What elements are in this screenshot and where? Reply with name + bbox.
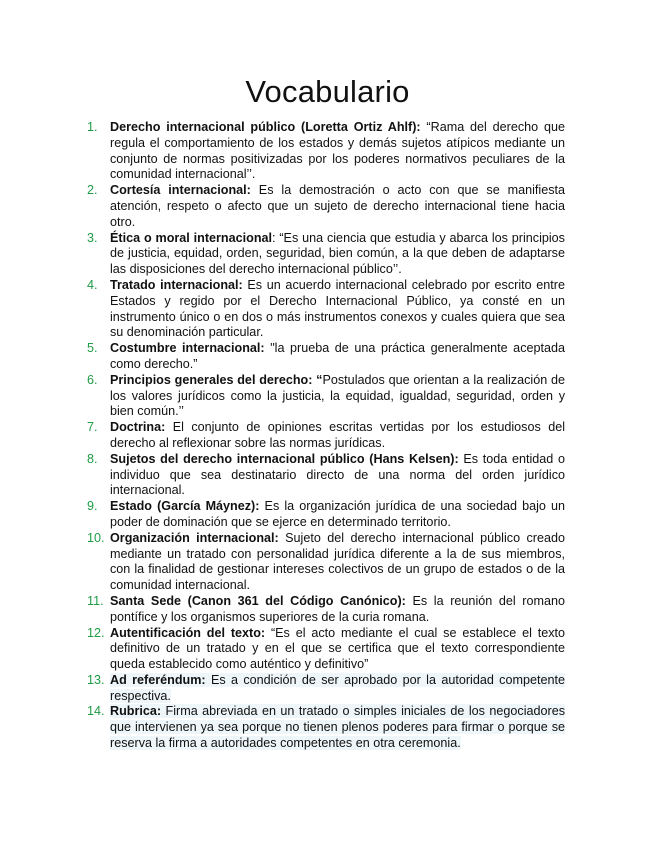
list-item <box>87 341 565 373</box>
list-item <box>87 120 565 183</box>
item-number: 13. <box>87 672 105 687</box>
list-item <box>87 704 565 751</box>
vocabulary-list <box>87 120 565 752</box>
item-number: 8. <box>87 451 98 466</box>
item-term: Derecho internacional público (Loretta Ortiz Ahlf): <box>110 120 421 134</box>
item-number: 1. <box>87 120 98 134</box>
item-term: Ética o moral internacional <box>110 230 273 245</box>
item-definition: "la prueba de una práctica generalmente aceptada como derecho.” <box>110 341 566 371</box>
item-definition: El conjunto de opiniones escritas vertidas por los estudiosos del derecho al reflexionar sobre las normas jurídicas. <box>110 420 565 450</box>
item-term: Rubrica: <box>110 704 162 719</box>
item-term: Sujetos del derecho internacional público (Hans Kelsen): <box>110 451 459 466</box>
list-item <box>87 531 565 594</box>
item-definition: Es la organización jurídica de una sociedad bajo un poder de dominación que se ejerce en determinado territorio. <box>110 499 565 529</box>
item-definition: “Es el acto mediante el cual se establece el texto definitivo de un tratado y en el que se certifica que el texto correspondiente queda establecido como auténtico y definitivo” <box>110 625 566 672</box>
item-definition: “Rama del derecho que regula el comportamiento de los estados y demás sujetos atípicos mediante un conjunto de normas positivizadas por los poderes normativos peculiares de la comunidad internacional’’. <box>110 120 565 182</box>
item-definition: Es un acuerdo internacional celebrado por escrito entre Estados y regido por el Derecho Internacional Público, ya consté en un instrumento único o en dos o más instrumentos conexos y cuales quiera que sea su denominación particular. <box>110 277 565 340</box>
item-number: 2. <box>87 183 98 198</box>
item-number: 7. <box>87 420 98 435</box>
item-number: 5. <box>87 341 98 356</box>
item-number: 11. <box>87 593 104 608</box>
item-number: 14. <box>87 704 105 719</box>
list-item <box>87 373 565 420</box>
item-number: 4. <box>87 277 98 292</box>
item-definition: Es toda entidad o individuo que sea destinatario directo de una norma del orden jurídico internacional. <box>110 451 565 498</box>
item-definition: Es a condición de ser aprobado por la autoridad competente respectiva. <box>110 672 565 703</box>
list-item <box>87 594 565 626</box>
list-item <box>87 278 565 341</box>
item-number: 6. <box>87 372 98 387</box>
item-term: Estado (García Máynez): <box>110 499 260 514</box>
list-item <box>87 626 565 673</box>
item-term: Organización internacional: <box>110 530 279 545</box>
item-term: Cortesía internacional: <box>110 183 251 198</box>
item-term: Autentificación del texto: <box>110 625 266 640</box>
list-item <box>87 499 565 531</box>
item-term: Ad referéndum: <box>110 672 206 687</box>
list-item <box>87 673 565 705</box>
item-definition: Postulados que orientan a la realización de los valores jurídicos como la justicia, la equidad, igualdad, seguridad, orden y bien común.’’ <box>110 372 565 419</box>
item-definition: Es la demostración o acto con que se manifiesta atención, respeto o afecto que un sujeto de derecho internacional tiene hacia otro. <box>110 183 566 229</box>
item-number: 12. <box>87 625 105 640</box>
item-number: 10. <box>87 530 105 545</box>
item-definition: : “Es una ciencia que estudia y abarca los principios de justicia, equidad, orden, seguridad, bien común, a la que deben de adaptarse las disposiciones del derecho internacional público’’. <box>110 230 565 277</box>
list-item <box>87 231 565 278</box>
item-number: 3. <box>87 230 98 245</box>
item-definition: Firma abreviada en un tratado o simples iniciales de los negociadores que intervienen ya sea porque no tienen plenos poderes para firmar o porque se reserva la firma a autoridades competentes en otra ceremonia. <box>110 704 565 751</box>
item-number: 9. <box>87 499 98 514</box>
item-term: Santa Sede (Canon 361 del Código Canónico): <box>110 593 406 608</box>
page-title: Vocabulario <box>245 74 410 109</box>
list-item <box>87 420 565 452</box>
list-item <box>87 183 565 230</box>
item-definition: Sujeto del derecho internacional público creado mediante un tratado con personalidad jurídica diferente a la de sus miembros, con la finalidad de gestionar intereses colectivos de un grupo de estados o de la comunidad internacional. <box>110 530 565 593</box>
item-term: Tratado internacional: <box>110 277 243 292</box>
item-definition: Es la reunión del romano pontífice y los organismos superiores de la curia romana. <box>110 593 566 624</box>
item-term: Costumbre internacional: <box>110 341 265 356</box>
list-item <box>87 452 565 499</box>
item-term: Principios generales del derecho: “ <box>110 372 323 387</box>
item-term: Doctrina: <box>110 420 166 435</box>
